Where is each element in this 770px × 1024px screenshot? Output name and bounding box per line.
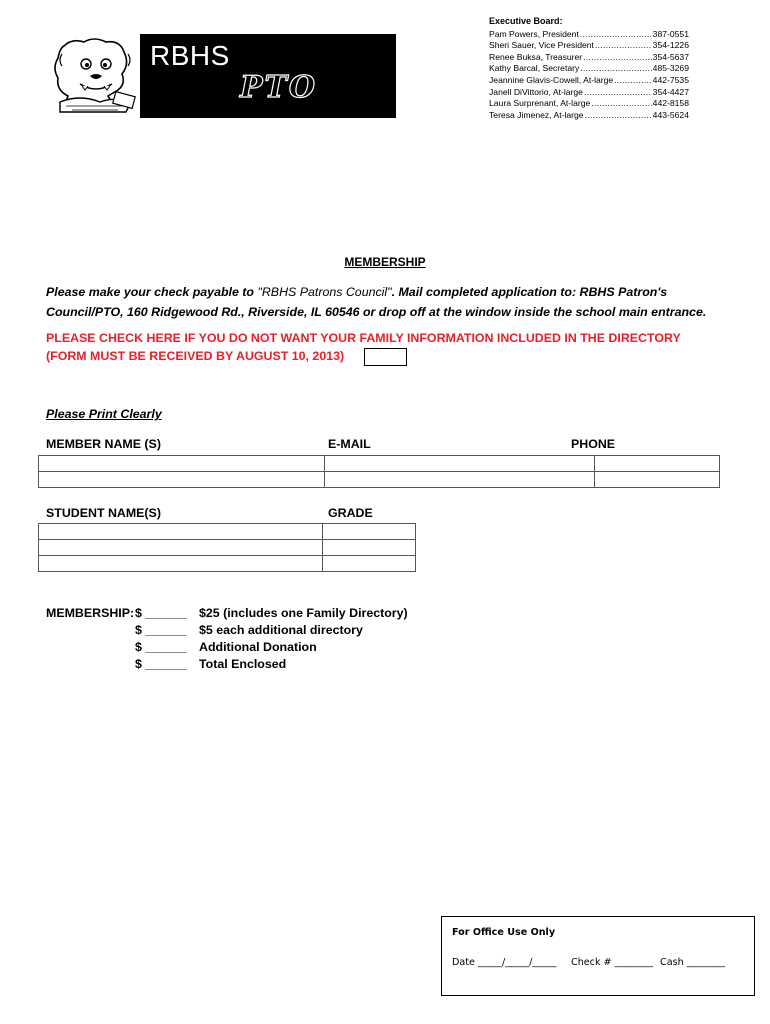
- board-member-row: [489, 40, 689, 52]
- office-check-field[interactable]: Check # ________: [571, 957, 654, 968]
- board-member-row: [489, 98, 689, 110]
- membership-heading: MEMBERSHIP: [344, 255, 426, 269]
- fee-amount-blank[interactable]: $ ______: [135, 640, 187, 654]
- board-member-row: [489, 110, 689, 122]
- fee-description: Additional Donation: [199, 640, 317, 654]
- fee-amount-blank[interactable]: $ ______: [135, 606, 187, 620]
- table-row: [39, 524, 416, 540]
- fee-description: $25 (includes one Family Directory): [199, 606, 408, 620]
- instructions-part: Please make your check payable to: [46, 285, 258, 299]
- instructions-part: . Mail completed application to: RBHS Patron's Council/PTO, 160 Ridgewood Rd., Riverside, IL 60546 or drop off at the window inside the school main entrance.: [46, 285, 707, 319]
- table-row: [39, 540, 416, 556]
- office-date-field[interactable]: Date _____/_____/_____: [452, 957, 557, 968]
- member-table: [38, 455, 720, 488]
- member-name-cell[interactable]: [39, 472, 325, 488]
- fee-description: $5 each additional directory: [199, 623, 363, 637]
- grade-header: GRADE: [328, 506, 373, 520]
- logo-pto-text: PTO: [240, 70, 318, 105]
- directory-opt-out-checkbox[interactable]: [364, 348, 407, 366]
- board-member-phone: 387-0551: [652, 28, 689, 39]
- table-row: [39, 472, 720, 488]
- student-table: [38, 523, 416, 572]
- board-member-phone: 442-8158: [652, 98, 689, 109]
- bulldog-mascot-icon: [52, 36, 138, 116]
- phone-cell[interactable]: [595, 456, 720, 472]
- board-member-name: Janell DiVittorio, At-large: [489, 86, 583, 97]
- table-row: [39, 556, 416, 572]
- phone-cell[interactable]: [595, 472, 720, 488]
- board-member-name: Laura Surprenant, At-large: [489, 98, 591, 109]
- print-clearly-label: Please Print Clearly: [46, 407, 162, 421]
- payee-name: "RBHS Patrons Council": [257, 285, 392, 299]
- instructions-text: [46, 282, 736, 322]
- student-name-cell[interactable]: [39, 540, 323, 556]
- email-header: E-MAIL: [328, 437, 371, 451]
- directory-deadline-line: (FORM MUST BE RECEIVED BY AUGUST 10, 2013): [46, 349, 345, 363]
- board-member-name: Jeannine Glavis-Cowell, At-large: [489, 74, 614, 85]
- student-name-cell[interactable]: [39, 556, 323, 572]
- logo-rbhs-text: RBHS: [150, 40, 230, 71]
- email-cell[interactable]: [324, 456, 595, 472]
- board-member-name: Pam Powers, President: [489, 28, 579, 39]
- grade-cell[interactable]: [323, 540, 416, 556]
- board-member-row: [489, 87, 689, 99]
- grade-cell[interactable]: [323, 524, 416, 540]
- table-row: [39, 456, 720, 472]
- student-name-header: STUDENT NAME(S): [46, 506, 161, 520]
- directory-notice-line: PLEASE CHECK HERE IF YOU DO NOT WANT YOUR FAMILY INFORMATION INCLUDED IN THE DIRECTORY: [46, 331, 681, 345]
- board-member-phone: 354-4427: [652, 86, 689, 97]
- board-member-row: [489, 29, 689, 41]
- board-member-phone: 485-3269: [652, 63, 689, 74]
- board-member-phone: 443-5624: [652, 109, 689, 120]
- membership-label: MEMBERSHIP:: [46, 606, 135, 620]
- board-member-phone: 354-1226: [652, 40, 689, 51]
- board-member-row: [489, 75, 689, 87]
- office-use-title: For Office Use Only: [452, 927, 556, 938]
- office-cash-field[interactable]: Cash ________: [660, 957, 726, 968]
- board-member-row: [489, 63, 689, 75]
- board-member-name: Teresa Jimenez, At-large: [489, 109, 584, 120]
- fee-amount-blank[interactable]: $ ______: [135, 657, 187, 671]
- fee-amount-blank[interactable]: $ ______: [135, 623, 187, 637]
- board-member-name: Kathy Barcal, Secretary: [489, 63, 580, 74]
- member-name-header: MEMBER NAME (S): [46, 437, 161, 451]
- board-member-name: Sheri Sauer, Vice President: [489, 40, 594, 51]
- board-member-row: [489, 52, 689, 64]
- grade-cell[interactable]: [323, 556, 416, 572]
- board-member-name: Renee Buksa, Treasurer: [489, 51, 583, 62]
- board-member-phone: 354-5637: [652, 51, 689, 62]
- board-member-phone: 442-7535: [652, 74, 689, 85]
- member-name-cell[interactable]: [39, 456, 325, 472]
- email-cell[interactable]: [324, 472, 595, 488]
- phone-header: PHONE: [571, 437, 616, 451]
- executive-board-title: Executive Board:: [489, 16, 563, 26]
- fee-description: Total Enclosed: [199, 657, 287, 671]
- office-use-box: [441, 916, 755, 996]
- executive-board: [489, 16, 689, 121]
- student-name-cell[interactable]: [39, 524, 323, 540]
